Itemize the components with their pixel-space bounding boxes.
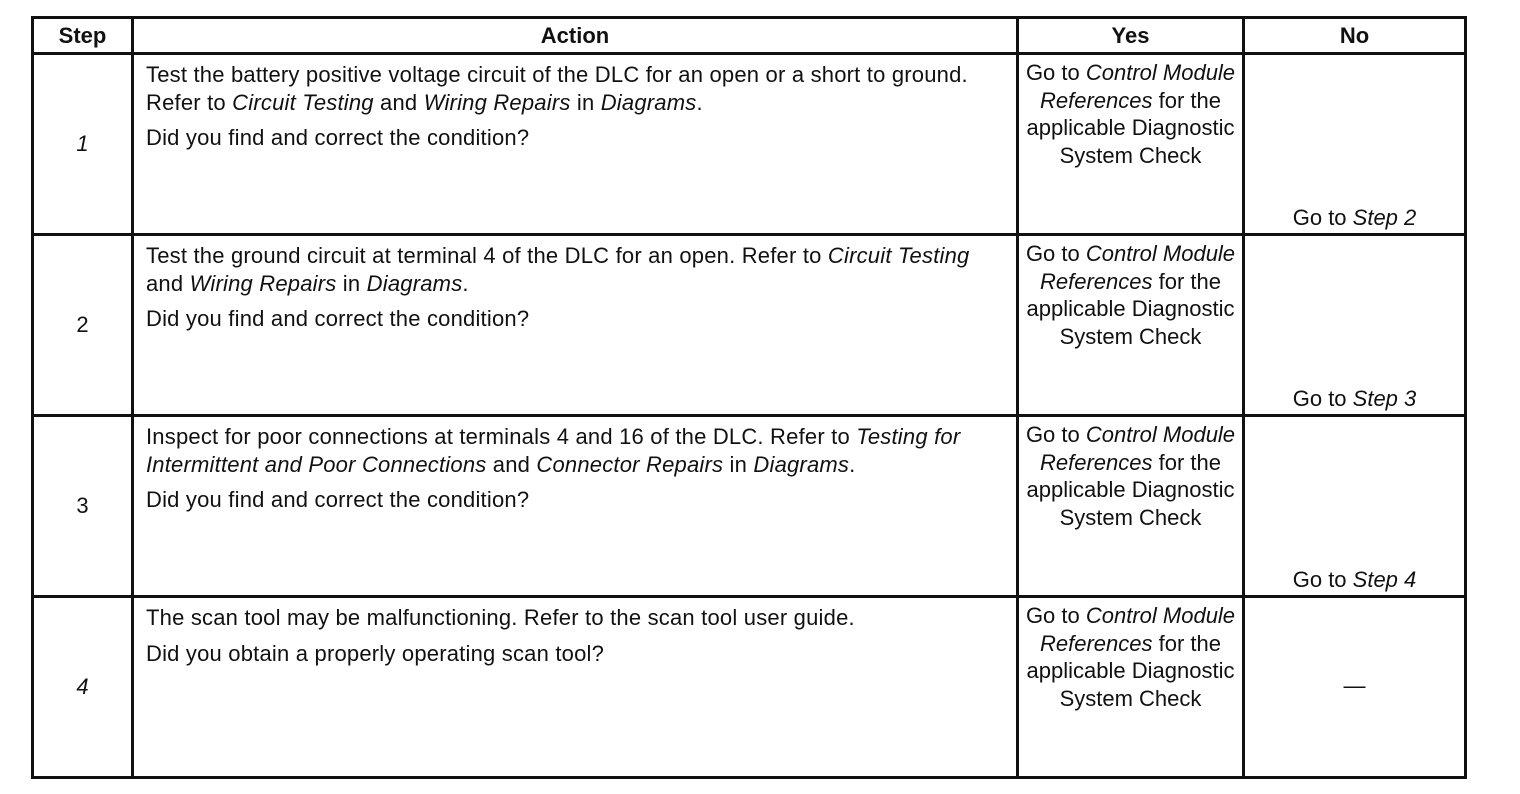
step-number: 3: [33, 416, 133, 597]
diagnostic-table: [31, 16, 1467, 779]
reference-link[interactable]: Control Module: [1085, 60, 1236, 85]
step-number: 1: [33, 54, 133, 235]
header-no: No: [1244, 18, 1466, 54]
action-question: Did you obtain a properly operating scan tool?: [146, 640, 605, 666]
reference-link[interactable]: Diagrams: [600, 89, 697, 115]
reference-link[interactable]: Diagrams: [366, 270, 463, 296]
action-instruction: Test the battery positive voltage circuit of the DLC for an open or a short to ground. Refer to Circuit Testing and Wiring Repairs in Diagrams.: [146, 62, 968, 115]
reference-link[interactable]: References: [1040, 268, 1153, 294]
reference-link[interactable]: Control Module: [1085, 422, 1236, 447]
step-link[interactable]: Step 4: [1352, 566, 1417, 592]
step-link[interactable]: Step 3: [1352, 385, 1417, 411]
not-applicable-dash: —: [1343, 673, 1366, 699]
table-row: [33, 416, 1466, 597]
step-number: 4: [33, 597, 133, 778]
reference-link[interactable]: Control Module: [1085, 603, 1236, 628]
action-question: Did you find and correct the condition?: [146, 125, 530, 150]
reference-link[interactable]: Control Module: [1085, 241, 1236, 266]
action-question: Did you find and correct the condition?: [146, 487, 530, 512]
reference-link[interactable]: Testing for Intermittent and Poor Connections: [146, 424, 961, 477]
step-link[interactable]: Step 2: [1352, 204, 1417, 230]
reference-link[interactable]: Wiring Repairs: [423, 89, 571, 115]
reference-link[interactable]: References: [1040, 630, 1153, 656]
table-row: [33, 235, 1466, 416]
no-cell: Go to Step 3: [1244, 235, 1466, 416]
reference-link[interactable]: Diagrams: [753, 451, 850, 477]
yes-cell: Go to Control Module References for the applicable Diagnostic System Check: [1018, 597, 1244, 778]
no-cell: [1244, 597, 1466, 778]
header-step: Step: [33, 18, 133, 54]
step-number: 2: [33, 235, 133, 416]
yes-cell: Go to Control Module References for the applicable Diagnostic System Check: [1018, 54, 1244, 235]
reference-link[interactable]: Circuit Testing: [827, 243, 970, 268]
action-instruction: Inspect for poor connections at terminals 4 and 16 of the DLC. Refer to Testing for Intermittent and Poor Connections and Connector Repairs in Diagrams.: [146, 424, 961, 477]
reference-link[interactable]: References: [1040, 87, 1153, 113]
header-row: [33, 18, 1466, 54]
header-yes: Yes: [1018, 18, 1244, 54]
reference-link[interactable]: Connector Repairs: [536, 451, 724, 477]
action-instruction: The scan tool may be malfunctioning. Refer to the scan tool user guide.: [146, 605, 855, 630]
reference-link[interactable]: Circuit Testing: [232, 89, 374, 115]
action-cell: [133, 54, 1018, 235]
no-cell: Go to Step 2: [1244, 54, 1466, 235]
yes-cell: Go to Control Module References for the applicable Diagnostic System Check: [1018, 416, 1244, 597]
yes-cell: Go to Control Module References for the applicable Diagnostic System Check: [1018, 235, 1244, 416]
action-cell: [133, 235, 1018, 416]
action-question: Did you find and correct the condition?: [146, 306, 530, 331]
header-action: Action: [133, 18, 1018, 54]
action-instruction: Test the ground circuit at terminal 4 of the DLC for an open. Refer to Circuit Testing and Wiring Repairs in Diagrams.: [146, 243, 970, 296]
action-cell: [133, 416, 1018, 597]
reference-link[interactable]: References: [1040, 449, 1153, 475]
table-row: [33, 597, 1466, 778]
reference-link[interactable]: Wiring Repairs: [189, 270, 337, 296]
action-cell: [133, 597, 1018, 778]
no-cell: Go to Step 4: [1244, 416, 1466, 597]
table-row: [33, 54, 1466, 235]
